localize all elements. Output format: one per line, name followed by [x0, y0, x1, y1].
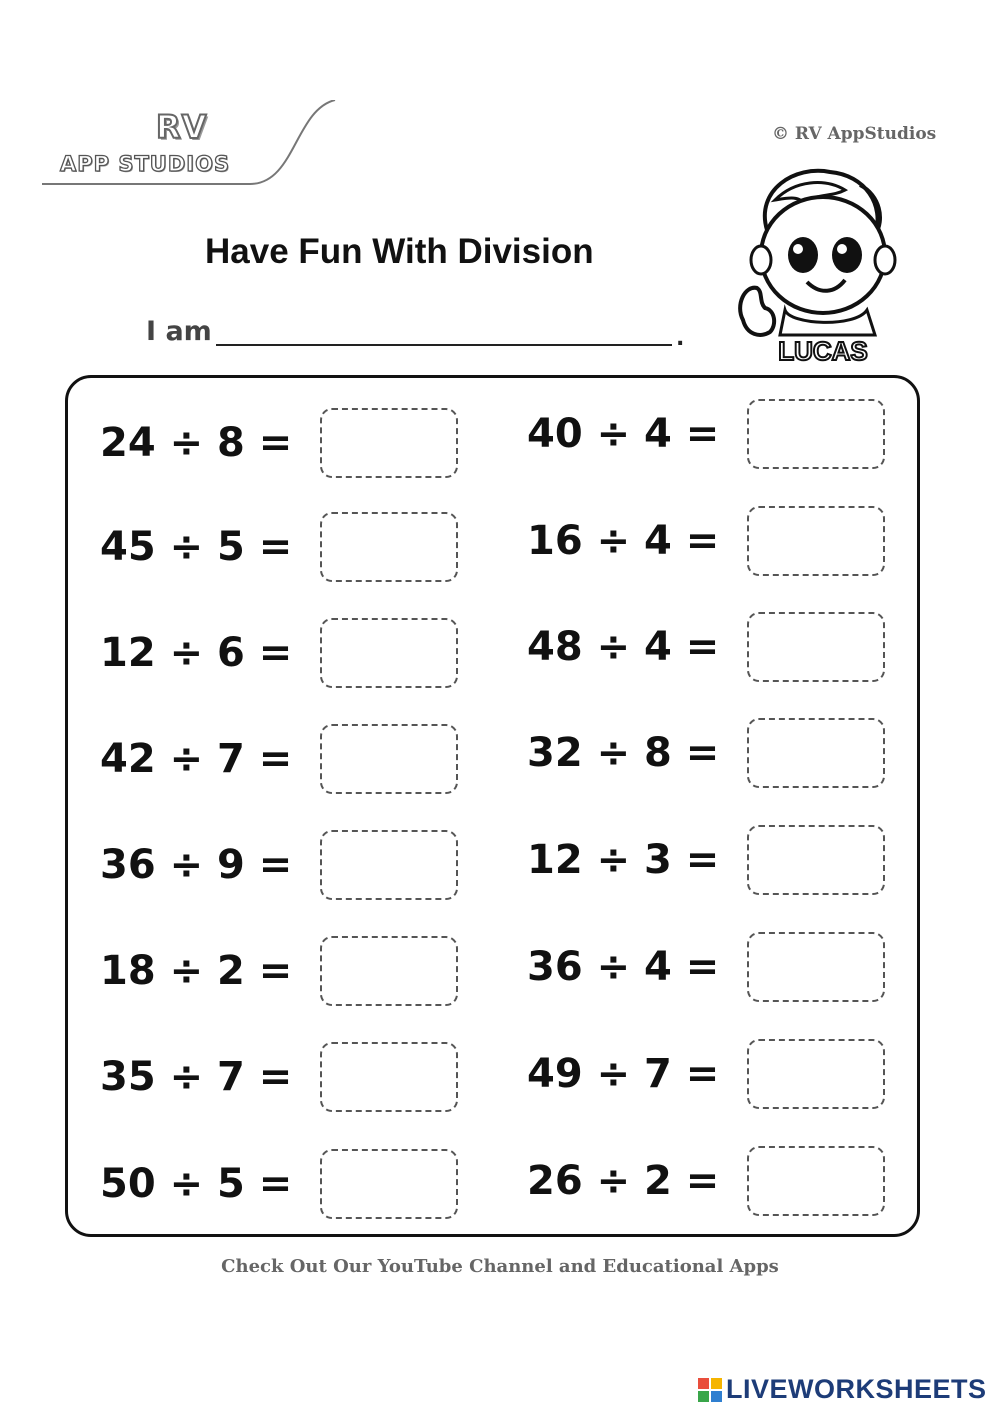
equation-row: [527, 718, 907, 788]
equation-row: [100, 1149, 480, 1219]
copyright-text: © RV AppStudios: [772, 124, 937, 144]
equation-row: [100, 618, 480, 688]
liveworksheets-icon: [698, 1378, 722, 1402]
equation-expression: 18 ÷ 2 =: [100, 948, 293, 994]
answer-box[interactable]: [747, 932, 885, 1002]
logo-main-text: RV: [156, 108, 208, 146]
answer-box[interactable]: [320, 936, 458, 1006]
answer-box[interactable]: [747, 1039, 885, 1109]
equation-expression: 49 ÷ 7 =: [527, 1051, 720, 1097]
equation-expression: 32 ÷ 8 =: [527, 730, 720, 776]
answer-box[interactable]: [747, 718, 885, 788]
equation-expression: 12 ÷ 6 =: [100, 630, 293, 676]
equation-row: [527, 612, 907, 682]
equation-expression: 26 ÷ 2 =: [527, 1158, 720, 1204]
equation-row: [527, 932, 907, 1002]
answer-box[interactable]: [747, 825, 885, 895]
equation-row: [100, 408, 480, 478]
name-input-line[interactable]: [216, 344, 672, 346]
equation-expression: 45 ÷ 5 =: [100, 524, 293, 570]
equation-expression: 42 ÷ 7 =: [100, 736, 293, 782]
equation-row: [527, 399, 907, 469]
equation-row: [100, 1042, 480, 1112]
equation-expression: 35 ÷ 7 =: [100, 1054, 293, 1100]
answer-box[interactable]: [747, 1146, 885, 1216]
equation-row: [527, 506, 907, 576]
logo-sub-text: APP STUDIOS: [60, 152, 231, 176]
answer-box[interactable]: [747, 399, 885, 469]
answer-box[interactable]: [320, 1149, 458, 1219]
name-label: I am: [146, 316, 212, 347]
equation-row: [100, 724, 480, 794]
liveworksheets-watermark: [698, 1372, 998, 1406]
answer-box[interactable]: [320, 830, 458, 900]
liveworksheets-text: LIVEWORKSHEETS: [726, 1374, 987, 1404]
equation-expression: 50 ÷ 5 =: [100, 1161, 293, 1207]
answer-box[interactable]: [747, 506, 885, 576]
worksheet-title: Have Fun With Division: [205, 232, 594, 271]
name-field-row: [146, 316, 706, 356]
mascot-name-label: LUCAS: [778, 336, 868, 366]
equation-row: [527, 825, 907, 895]
answer-box[interactable]: [320, 408, 458, 478]
answer-box[interactable]: [320, 1042, 458, 1112]
answer-box[interactable]: [747, 612, 885, 682]
equation-expression: 36 ÷ 9 =: [100, 842, 293, 888]
answer-box[interactable]: [320, 512, 458, 582]
equation-expression: 48 ÷ 4 =: [527, 624, 720, 670]
answer-box[interactable]: [320, 724, 458, 794]
footer-promo-text: Check Out Our YouTube Channel and Educational Apps: [221, 1256, 779, 1277]
equation-expression: 36 ÷ 4 =: [527, 944, 720, 990]
equation-row: [100, 936, 480, 1006]
equation-expression: 16 ÷ 4 =: [527, 518, 720, 564]
equation-expression: 40 ÷ 4 =: [527, 411, 720, 457]
equation-expression: 12 ÷ 3 =: [527, 837, 720, 883]
equation-row: [100, 512, 480, 582]
mascot-lucas-image: [735, 160, 905, 370]
rv-app-studios-logo: [40, 100, 340, 190]
equation-expression: 24 ÷ 8 =: [100, 420, 293, 466]
answer-box[interactable]: [320, 618, 458, 688]
equation-row: [527, 1039, 907, 1109]
name-terminator: .: [676, 326, 685, 351]
equation-row: [527, 1146, 907, 1216]
equation-row: [100, 830, 480, 900]
